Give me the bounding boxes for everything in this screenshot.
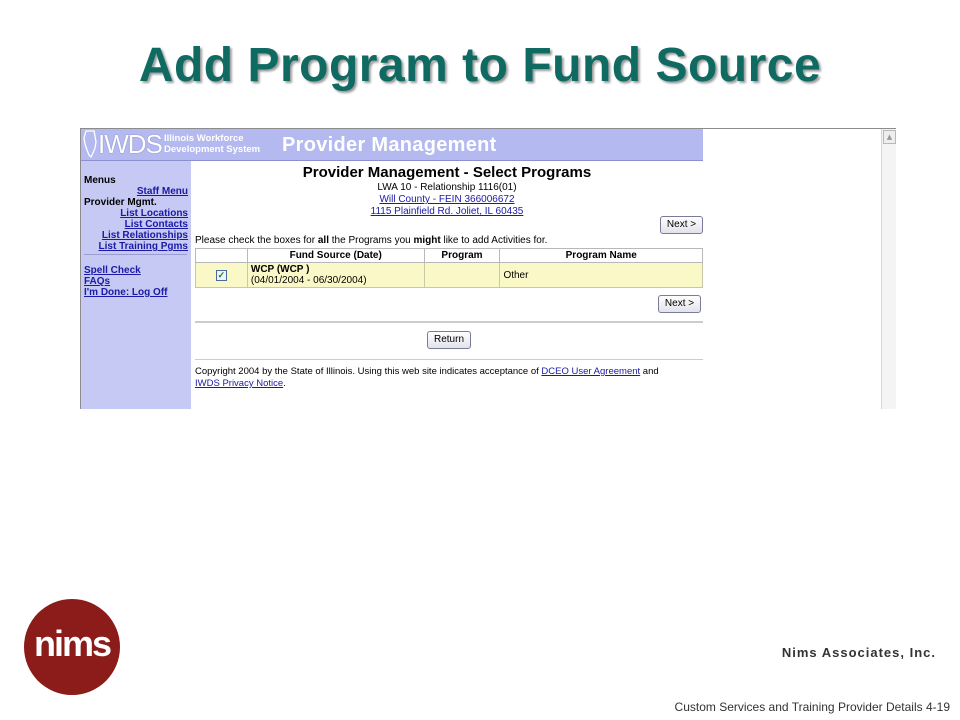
address-link[interactable]: 1115 Plainfield Rd. Joliet, IL 60435 <box>370 206 524 217</box>
company-name: Nims Associates, Inc. <box>781 645 936 660</box>
sidebar-divider <box>84 254 187 255</box>
divider <box>195 359 703 360</box>
nims-logo <box>24 599 120 695</box>
iwds-logo-subtitle: Illinois Workforce Development System <box>164 133 261 155</box>
slide-footer: Custom Services and Training Provider Details 4-19 <box>674 700 950 714</box>
scroll-up-arrow-icon[interactable]: ▲ <box>883 130 896 144</box>
fund-source-dates: (04/01/2004 - 06/30/2004) <box>250 275 367 286</box>
fund-source-cell <box>247 263 424 288</box>
sidebar-item-faqs[interactable]: FAQs <box>84 276 111 287</box>
next-button-top[interactable]: Next > <box>660 216 703 234</box>
table-header-row <box>196 249 703 263</box>
relationship-label: LWA 10 - Relationship 1116(01) <box>377 182 517 193</box>
address-line <box>191 206 703 217</box>
program-checkbox[interactable]: ✓ <box>217 269 226 280</box>
divider <box>195 321 703 323</box>
app-header <box>81 129 703 161</box>
sidebar-item-list-relationships[interactable]: List Relationships <box>101 230 188 241</box>
sidebar-item-list-locations[interactable]: List Locations <box>120 208 188 219</box>
provider-line <box>191 194 703 205</box>
provider-link[interactable]: Will County - FEIN 366006672 <box>379 194 515 205</box>
column-header-select <box>196 249 248 263</box>
select-cell <box>196 263 248 288</box>
page-title: Provider Management - Select Programs <box>302 164 592 181</box>
column-header-fund-source: Fund Source (Date) <box>247 249 424 263</box>
illinois-state-icon <box>83 130 97 158</box>
copyright-text: Copyright 2004 by the State of Illinois. Using this web site indicates acceptance of DCEO User Agreement and IWDS Privacy Notice. <box>195 366 659 389</box>
sidebar-item-staff-menu[interactable]: Staff Menu <box>136 186 188 197</box>
user-agreement-link[interactable]: DCEO User Agreement <box>541 366 641 377</box>
table-row <box>196 263 703 288</box>
sidebar-item-list-training-pgms[interactable]: List Training Pgms <box>98 241 188 252</box>
instruction-text: Please check the boxes for all the Programs you might like to add Activities for. <box>195 235 548 246</box>
iwds-logo: IWDS <box>98 129 162 159</box>
sidebar-item-list-contacts[interactable]: List Contacts <box>124 219 188 230</box>
sidebar <box>81 161 191 409</box>
fund-source-name: WCP (WCP ) <box>250 264 310 275</box>
return-button[interactable]: Return <box>427 331 471 349</box>
next-button-bottom[interactable]: Next > <box>658 295 701 313</box>
app-title: Provider Management <box>282 134 497 156</box>
sidebar-item-log-off[interactable]: I'm Done: Log Off <box>84 287 168 298</box>
nims-logo-text: nims <box>33 623 111 664</box>
column-header-program-name: Program Name <box>500 249 703 263</box>
sidebar-heading-provider-mgmt: Provider Mgmt. <box>84 197 157 208</box>
privacy-notice-link[interactable]: IWDS Privacy Notice <box>195 378 284 389</box>
sidebar-heading-menus: Menus <box>84 175 116 186</box>
column-header-program: Program <box>424 249 500 263</box>
main-content <box>191 161 703 409</box>
program-name-cell: Other <box>500 263 703 288</box>
browser-screenshot <box>80 128 896 409</box>
programs-table <box>195 248 703 288</box>
vertical-scrollbar[interactable] <box>881 129 896 409</box>
sidebar-item-spell-check[interactable]: Spell Check <box>84 265 141 276</box>
program-cell <box>424 263 500 288</box>
slide-title: Add Program to Fund Source <box>138 39 822 92</box>
